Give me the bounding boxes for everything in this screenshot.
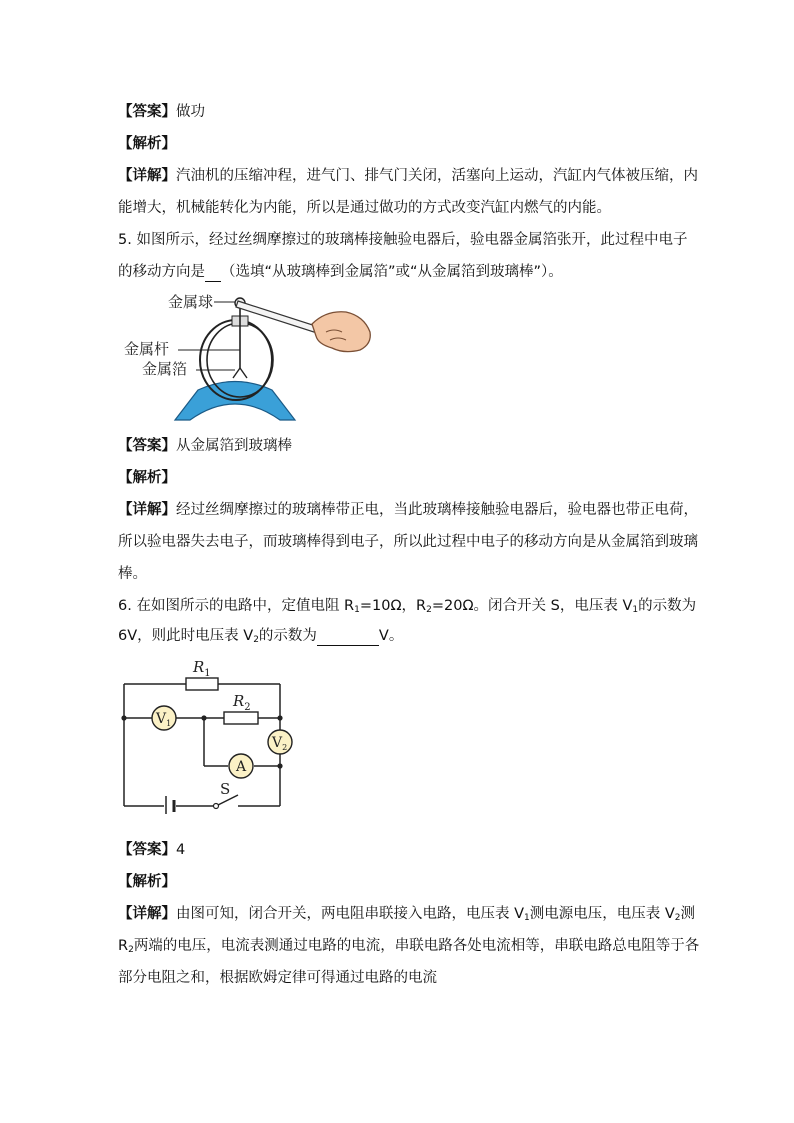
subscript: 2 bbox=[674, 913, 681, 923]
switch-contact bbox=[214, 804, 219, 809]
q6-detail-line-1 bbox=[118, 904, 695, 924]
q6-answer-line bbox=[118, 840, 185, 860]
question-stem: =20Ω。闭合开关 S，电压表 V bbox=[431, 598, 633, 614]
electroscope-figure bbox=[120, 288, 380, 423]
answer-text: 4 bbox=[176, 842, 186, 858]
detail-text: 能增大，机械能转化为内能，所以是通过做功的方式改变汽缸内燃气的内能。 bbox=[118, 200, 611, 216]
q5-stem-line-1 bbox=[118, 230, 687, 250]
question-stem: =10Ω，R bbox=[359, 598, 427, 614]
detail-text: 棒。 bbox=[118, 566, 147, 582]
q6-stem-line-2 bbox=[118, 626, 403, 646]
answer-tag: 【答案】 bbox=[118, 842, 176, 858]
label-metal-ball: 金属球 bbox=[168, 293, 214, 311]
label-v1: $V_1$ bbox=[156, 711, 172, 728]
detail-text: R bbox=[118, 938, 129, 954]
detail-tag: 【详解】 bbox=[118, 168, 176, 184]
question-stem: 的示数为 bbox=[258, 628, 317, 644]
q6-detail-line-2 bbox=[118, 936, 699, 956]
detail-text: 测电源电压，电压表 V bbox=[529, 906, 675, 922]
question-stem: 的移动方向是 bbox=[118, 264, 205, 280]
analysis-tag: 【解析】 bbox=[118, 874, 176, 890]
q4-answer-line bbox=[118, 102, 205, 122]
analysis-tag: 【解析】 bbox=[118, 470, 176, 486]
answer-tag: 【答案】 bbox=[118, 104, 176, 120]
q6-stem-line-1 bbox=[118, 596, 696, 616]
answer-tag: 【答案】 bbox=[118, 438, 176, 454]
detail-text: 测 bbox=[680, 906, 696, 922]
question-stem: V。 bbox=[378, 628, 404, 644]
q6-detail-line-3 bbox=[118, 968, 437, 988]
subscript: 1 bbox=[354, 605, 360, 615]
metal-foil bbox=[233, 368, 247, 378]
q5-analysis-line bbox=[118, 468, 176, 488]
question-stem: （选填“从玻璃棒到金属箔”或“从金属箔到玻璃棒”）。 bbox=[221, 264, 563, 280]
q6-analysis-line bbox=[118, 872, 176, 892]
detail-text: 汽油机的压缩冲程，进气门、排气门关闭，活塞向上运动，汽缸内气体被压缩，内 bbox=[176, 168, 698, 184]
answer-blank bbox=[205, 267, 221, 282]
circuit-diagram bbox=[118, 654, 308, 814]
question-stem: 6. 在如图所示的电路中，定值电阻 R bbox=[118, 598, 355, 614]
answer-text: 从金属箔到玻璃棒 bbox=[176, 438, 292, 454]
question-stem: 5. 如图所示，经过丝绸摩擦过的玻璃棒接触验电器后，验电器金属箔张开，此过程中电子 bbox=[118, 232, 688, 248]
q5-stem-line-2 bbox=[118, 262, 563, 282]
label-ammeter: A bbox=[236, 759, 247, 775]
subscript: 1 bbox=[632, 605, 639, 615]
glass-rod bbox=[236, 301, 322, 334]
subscript: 2 bbox=[128, 945, 134, 955]
label-v2: $V_2$ bbox=[272, 735, 288, 752]
q5-detail-line-1 bbox=[118, 500, 698, 520]
label-switch: S bbox=[220, 780, 231, 798]
question-stem: 的示数为 bbox=[638, 598, 697, 614]
detail-text: 部分电阻之和，根据欧姆定律可得通过电路的电流 bbox=[118, 970, 437, 986]
subscript: 1 bbox=[524, 913, 530, 923]
q4-analysis-line bbox=[118, 134, 176, 154]
subscript: 2 bbox=[253, 635, 259, 645]
q5-detail-line-3 bbox=[118, 564, 147, 584]
detail-text: 经过丝绸摩擦过的玻璃棒带正电，当此玻璃棒接触验电器后，验电器也带正电荷， bbox=[176, 502, 698, 518]
label-metal-foil: 金属箔 bbox=[142, 360, 188, 378]
q4-detail-line-2 bbox=[118, 198, 611, 218]
answer-blank bbox=[317, 631, 379, 646]
label-r1: $R_1$ bbox=[193, 658, 211, 679]
detail-text: 两端的电压，电流表测通过电路的电流，串联电路各处电流相等，串联电路总电阻等于各 bbox=[133, 938, 700, 954]
detail-text: 所以验电器失去电子，而玻璃棒得到电子，所以此过程中电子的移动方向是从金属箔到玻璃 bbox=[118, 534, 698, 550]
resistor-r2 bbox=[224, 712, 258, 724]
detail-text: 由图可知，闭合开关，两电阻串联接入电路，电压表 V bbox=[176, 906, 525, 922]
subscript: 2 bbox=[426, 605, 432, 615]
detail-tag: 【详解】 bbox=[118, 502, 176, 518]
resistor-r1 bbox=[186, 678, 218, 690]
label-metal-rod: 金属杆 bbox=[124, 340, 170, 358]
q5-detail-line-2 bbox=[118, 532, 698, 552]
detail-tag: 【详解】 bbox=[118, 906, 176, 922]
analysis-tag: 【解析】 bbox=[118, 136, 176, 152]
answer-text: 做功 bbox=[176, 104, 205, 120]
question-stem: 6V，则此时电压表 V bbox=[118, 628, 254, 644]
q5-answer-line bbox=[118, 436, 292, 456]
label-r2: $R_2$ bbox=[233, 692, 251, 713]
q4-detail-line-1 bbox=[118, 166, 698, 186]
